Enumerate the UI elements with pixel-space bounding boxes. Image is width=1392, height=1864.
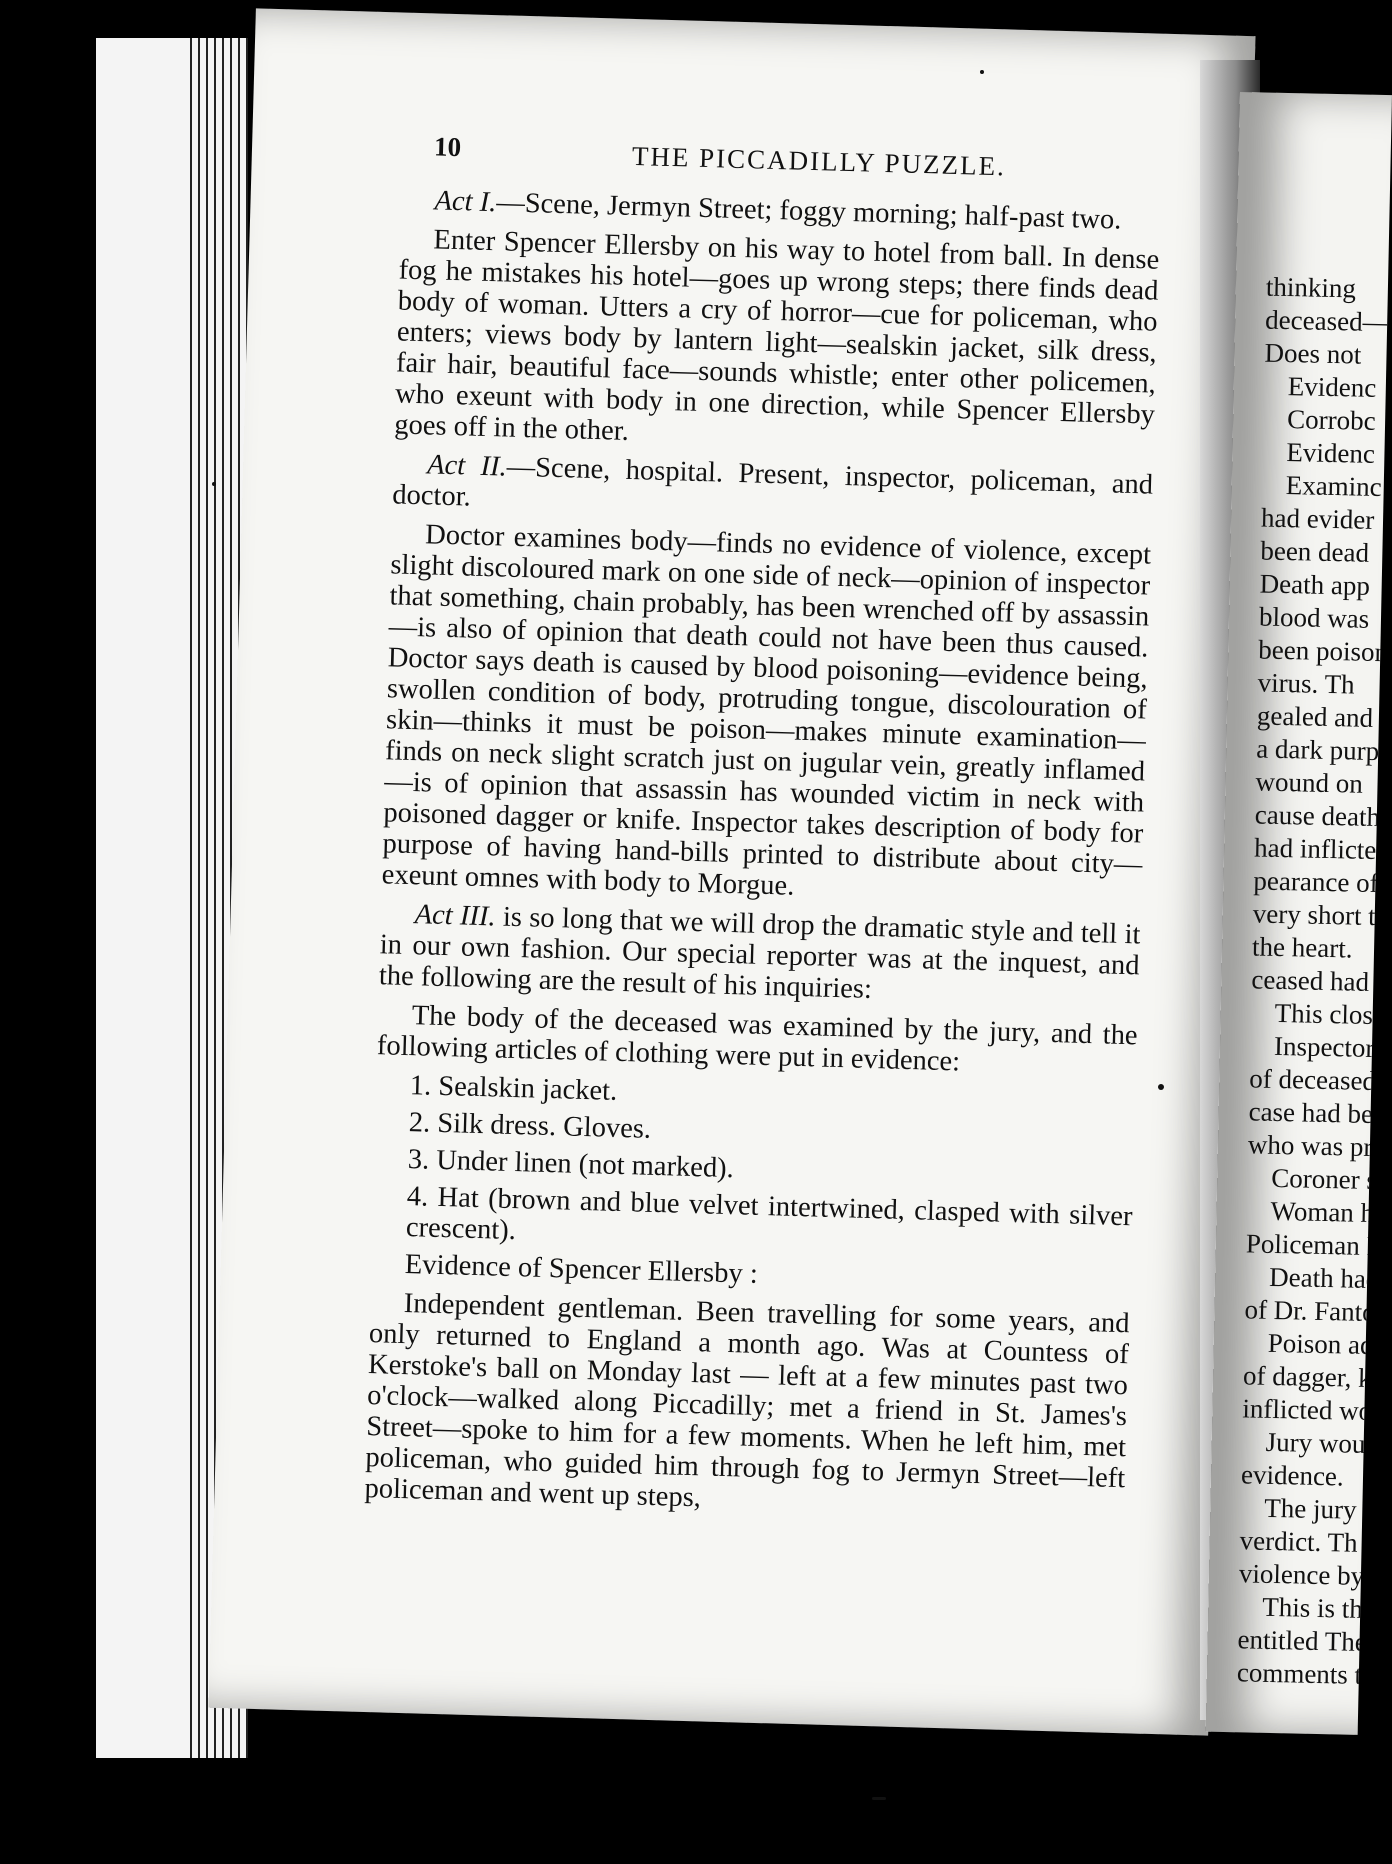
right-page-line: verdict. Th	[1239, 1525, 1358, 1558]
right-page-line: been poison	[1258, 634, 1389, 668]
right-page-line: This close	[1274, 997, 1386, 1031]
paragraph-act-2	[392, 448, 1153, 531]
right-page-line: Examinc	[1285, 470, 1383, 503]
right-page-line: This is the	[1261, 1591, 1376, 1625]
evidence-heading: Evidence of Spencer Ellersby :	[404, 1249, 759, 1290]
right-page-line: virus. Th	[1257, 667, 1355, 700]
right-page-line: Evidenc	[1287, 371, 1377, 403]
paragraph: Doctor examines body—finds no evidence of violence, except slight discoloured mark on one side of neck—opinion of inspector that something, chain probably, has been wrenched off by assassin—is also of opinion that death could not have been thus caused. Doctor says death is caused by blood poisoning—evidence being, swollen condition of body, protruding tongue, discolouration of skin—thinks it must be poison—makes minute examination—finds on neck slight scratch just on jugular vein, greatly inflamed—is of opinion that assassin has wounded victim in neck with poisoned dagger or knife. Inspector takes description of body for purpose of having hand-bills printed to distribute about city—exeunt omnes with body to Morgue.	[381, 519, 1152, 902]
right-page-line: Death had	[1268, 1261, 1380, 1295]
act-label: Act II.	[426, 449, 508, 483]
ink-speck	[872, 1797, 886, 1800]
right-page-line: case had bee	[1248, 1096, 1386, 1130]
right-page-line: cause death	[1254, 799, 1381, 833]
right-page-line: been dead	[1260, 535, 1370, 568]
right-page-line: thinking	[1265, 271, 1357, 304]
paragraph-text: —Scene, hospital. Present, inspector, policeman, and doctor.	[391, 451, 1154, 513]
running-head: THE PICCADILLY PUZZLE.	[631, 140, 1007, 182]
right-page-line: inflicted wou	[1242, 1393, 1386, 1427]
right-page-line: a dark purp	[1255, 733, 1380, 767]
right-page-line: the heart.	[1251, 931, 1353, 964]
right-page-line: Corrobc	[1286, 404, 1376, 436]
right-page-line: violence by tl	[1238, 1558, 1387, 1592]
ink-speck	[980, 70, 984, 74]
right-page-line: blood was	[1258, 601, 1370, 634]
paragraph: Enter Spencer Ellersby on his way to hotel from ball. In dense fog he mistakes his hotel—goes up wrong steps; there finds dead body of woman. Utters a cry of horror—cue for policeman, who enters; views body by lantern light—sealskin jacket, silk dress, fair hair, beautiful face—sounds whistle; enter other policemen, who exeunt with body in one direction, while Spencer Ellersby goes off in the other.	[393, 224, 1160, 447]
right-page-line: ceased had	[1251, 964, 1370, 997]
act-label: Act I.	[434, 185, 497, 219]
right-page-line: The jury	[1264, 1492, 1357, 1525]
list-item: 4. Hat (brown and blue velvet intertwined, clasped with silver crescent).	[405, 1181, 1133, 1247]
right-page-line: comments the	[1236, 1657, 1388, 1691]
right-page-line: deceased—	[1264, 304, 1390, 338]
paragraph-text: is so long that we will drop the dramatic style and tell it in our own fashion. Our special reporter was at the inquest, and the following are the result of his inquiries:	[378, 901, 1141, 1005]
right-page-line: entitled The	[1237, 1624, 1368, 1657]
right-page-line: Coroner s	[1270, 1162, 1378, 1196]
paragraph: Independent gentleman. Been travelling for some years, and only returned to England a month ago. Was at Countess of Kerstoke's ball on Monday last — left at a few minutes past two o'clock—walked along Piccadilly; met a friend in St. James's Street—spoke to him for a few moments. When he left him, met policeman, who guided him through fog to Jermyn Street—left policeman and went up steps,	[364, 1288, 1130, 1514]
paragraph-act-3	[379, 898, 1141, 1012]
left-page	[208, 8, 1255, 1735]
right-page-line: Death app	[1259, 568, 1371, 601]
right-page-line: Evidenc	[1286, 437, 1376, 469]
right-page-line: evidence.	[1240, 1459, 1345, 1492]
act-label: Act III.	[414, 899, 497, 933]
list-item: 1. Sealskin jacket.	[409, 1070, 618, 1107]
right-page-line: had inflicted	[1253, 832, 1391, 866]
right-page-line: Policeman B	[1245, 1228, 1385, 1262]
paragraph: The body of the deceased was examined by the jury, and the following articles of clothing were put in evidence:	[376, 1000, 1139, 1078]
ink-speck	[212, 482, 216, 486]
right-page-line: of Dr. Fanto	[1244, 1294, 1377, 1328]
right-page-line: of deceased,	[1249, 1063, 1384, 1097]
right-page-line: Woman h	[1270, 1195, 1375, 1229]
right-page-line: of dagger, kn	[1242, 1360, 1386, 1394]
body-text	[364, 184, 1161, 1533]
right-page-line: Does not	[1264, 337, 1362, 370]
right-page-line: had evider	[1260, 502, 1375, 535]
right-page-line: Poison adr	[1267, 1327, 1383, 1361]
page-number: 10	[433, 131, 462, 163]
right-page-text	[1237, 271, 1392, 1694]
list-item: 2. Silk dress. Gloves.	[408, 1107, 652, 1145]
right-page-line: very short t.	[1252, 898, 1383, 932]
right-page-line: Inspector	[1273, 1030, 1375, 1064]
list-item: 3. Under linen (not marked).	[407, 1144, 735, 1185]
ink-speck	[1158, 1084, 1164, 1090]
paragraph-text: —Scene, Jermyn Street; foggy morning; half-past two.	[495, 187, 1122, 236]
right-page-line: who was pre	[1247, 1129, 1385, 1163]
right-page-line: wound on	[1255, 766, 1364, 799]
right-page-line: pearance of	[1253, 865, 1379, 899]
right-page-line: Jury woul	[1265, 1426, 1374, 1460]
right-page-line: gealed and	[1256, 700, 1374, 733]
